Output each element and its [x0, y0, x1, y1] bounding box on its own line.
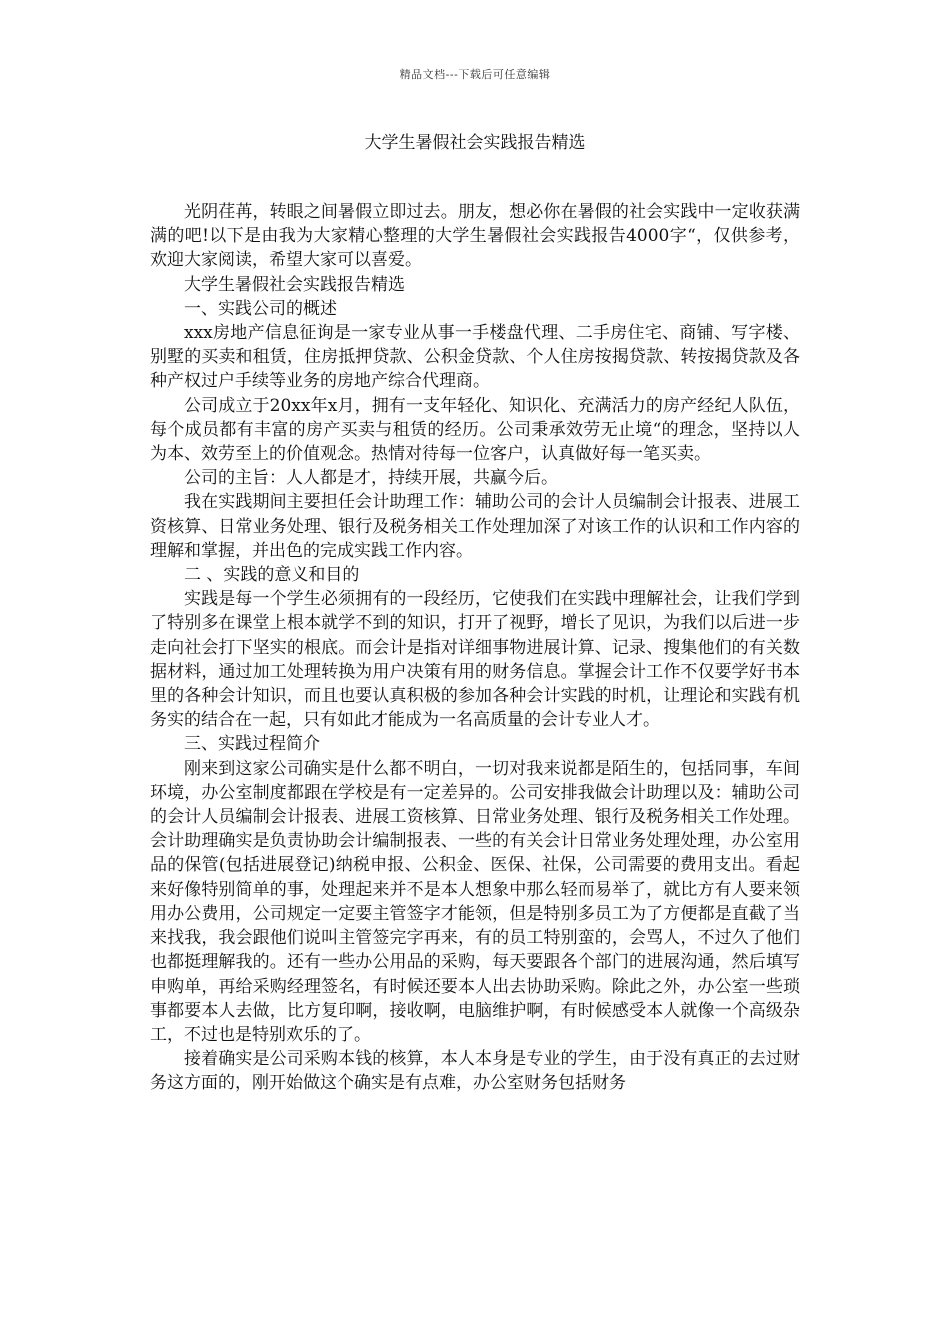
paragraph-cost-accounting: 接着确实是公司采购本钱的核算，本人本身是专业的学生，由于没有真正的去过财务这方面的，刚开始做这个确实是有点难，办公室财务包括财务	[150, 1049, 800, 1094]
document-body	[150, 200, 800, 1096]
section-heading-3: 三、实践过程简介	[184, 734, 320, 755]
paragraph-process: 刚来到这家公司确实是什么都不明白，一切对我来说都是陌生的，包括同事，车间环境，办公室制度都跟在学校是有一定差异的。公司安排我做会计助理以及：辅助公司的会计人员编制会计报表、进展工资核算、日常业务处理、银行及税务相关工作处理。会计助理确实是负责协助会计编制报表、一些的有关会计日常业务处理处理，办公室用品的保管(包括进展登记)纳税申报、公积金、医保、社保，公司需要的费用支出。看起来好像特别简单的事，处理起来并不是本人想象中那么轻而易举了，就比方有人要来领用办公费用，公司规定一定要主管签字才能领，但是特别多员工为了方便都是直截了当来找我，我会跟他们说叫主管签完字再来，有的员工特别蛮的，会骂人，不过久了他们也都挺理解我的。还有一些办公用品的采购，每天要跟各个部门的进展沟通，然后填写申购单，再给采购经理签名，有时候还要本人出去协助采购。除此之外，办公室一些琐事都要本人去做，比方复印啊，接收啊，电脑维护啊，有时候感受本人就像一个高级杂工，不过也是特别欢乐的了。	[150, 758, 800, 1045]
section-heading-1: 一、实践公司的概述	[184, 298, 337, 319]
paragraph-company-motto: 公司的主旨：人人都是才，持续开展，共赢今后。	[184, 468, 558, 489]
paragraph-job-role: 我在实践期间主要担任会计助理工作：辅助公司的会计人员编制会计报表、进展工资核算、日常业务处理、银行及税务相关工作处理加深了对该工作的认识和工作内容的理解和掌握，并出色的完成实践工作内容。	[150, 492, 800, 561]
paragraph-company-founding: 公司成立于20xx年x月，拥有一支年轻化、知识化、充满活力的房产经纪人队伍，每个成员都有丰富的房产买卖与租赁的经历。公司秉承效劳无止境“的理念，坚持以人为本、效劳至上的价值观念。热情对待每一位客户，认真做好每一笔买卖。	[150, 395, 800, 465]
paragraph-significance: 实践是每一个学生必须拥有的一段经历，它使我们在实践中理解社会，让我们学到了特别多在课堂上根本就学不到的知识，打开了视野，增长了见识，为我们以后进一步走向社会打下坚实的根底。而会计是指对详细事物进展计算、记录、搜集他们的有关数据材料，通过加工处理转换为用户决策有用的财务信息。掌握会计工作不仅要学好书本里的各种会计知识，而且也要认真积极的参加各种会计实践的时机，让理论和实践有机务实的结合在一起，只有如此才能成为一名高质量的会计专业人才。	[150, 589, 800, 731]
paragraph-intro: 光阴荏苒，转眼之间暑假立即过去。朋友，想必你在暑假的社会实践中一定收获满满的吧!以下是由我为大家精心整理的大学生暑假社会实践报告4000字“，仅供参考，欢迎大家阅读，希望大家可以喜爱。	[150, 202, 800, 271]
page-header-note: 精品文档---下载后可任意编辑	[399, 68, 551, 81]
document-title: 大学生暑假社会实践报告精选	[364, 133, 586, 153]
paragraph-company-overview: xxx房地产信息征询是一家专业从事一手楼盘代理、二手房住宅、商铺、写字楼、别墅的买卖和租赁，住房抵押贷款、公积金贷款、个人住房按揭贷款、转按揭贷款及各种产权过户手续等业务的房地产综合代理商。	[150, 323, 800, 392]
section-heading-2: 二 、实践的意义和目的	[184, 565, 360, 586]
section-subtitle: 大学生暑假社会实践报告精选	[184, 274, 405, 295]
